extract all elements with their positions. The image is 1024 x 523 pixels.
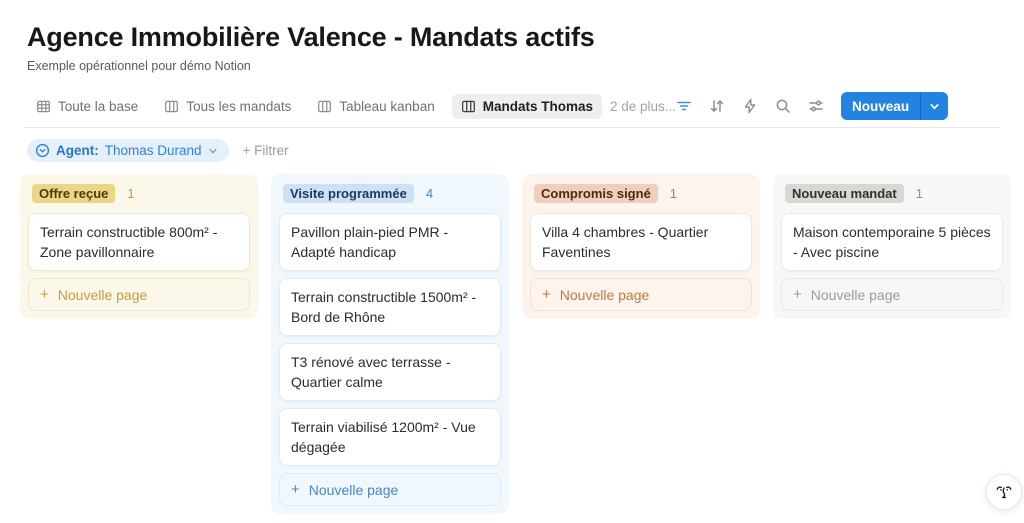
tune-icon[interactable]	[808, 98, 824, 114]
new-page-label: Nouvelle page	[308, 481, 399, 498]
kanban-board-icon	[317, 99, 332, 114]
kanban-card-title: Terrain constructible 800m² - Zone pavillonnaire	[40, 224, 218, 260]
kanban-card[interactable]	[279, 278, 501, 336]
filter-bar	[0, 139, 1024, 162]
new-page-label: Nouvelle page	[559, 286, 650, 303]
column-cards	[781, 213, 1003, 271]
search-icon[interactable]	[775, 98, 791, 114]
lightning-icon[interactable]	[742, 98, 758, 114]
kanban-card-title: Maison contemporaine 5 pièces - Avec piscine	[793, 224, 991, 260]
notion-ai-face-icon	[994, 482, 1014, 502]
kanban-card[interactable]	[279, 408, 501, 466]
new-page-button[interactable]	[781, 278, 1003, 311]
kanban-column	[20, 174, 258, 319]
kanban-column-header	[28, 182, 250, 205]
new-button[interactable]	[841, 92, 948, 120]
kanban-card-title: T3 rénové avec terrasse - Quartier calme	[291, 354, 451, 390]
plus-icon: +	[542, 286, 551, 303]
notion-ai-button[interactable]	[986, 474, 1022, 510]
column-card-count: 1	[127, 186, 135, 201]
view-toolbar	[676, 92, 948, 120]
table-icon	[36, 99, 51, 114]
kanban-board-icon	[164, 99, 179, 114]
view-tabs-row	[0, 91, 1024, 121]
kanban-column	[773, 174, 1011, 319]
page-subtitle: Exemple opérationnel pour démo Notion	[27, 59, 251, 73]
kanban-card-title: Pavillon plain-pied PMR - Adapté handicap	[291, 224, 449, 260]
kanban-column	[522, 174, 760, 319]
filter-chip-value: Thomas Durand	[104, 143, 202, 158]
kanban-card-title: Terrain constructible 1500m² - Bord de Rhône	[291, 289, 477, 325]
new-page-button[interactable]	[279, 473, 501, 506]
page-header	[0, 20, 1024, 74]
new-button-label[interactable]: Nouveau	[852, 98, 910, 114]
kanban-card[interactable]	[530, 213, 752, 271]
kanban-card-title: Terrain viabilisé 1200m² - Vue dégagée	[291, 419, 476, 455]
column-cards	[279, 213, 501, 466]
filter-icon[interactable]	[676, 98, 692, 114]
new-page-button[interactable]	[530, 278, 752, 311]
view-tabs	[27, 94, 602, 119]
tab-mandats-thomas[interactable]	[452, 94, 602, 119]
column-cards	[28, 213, 250, 271]
chip-chevron-down-icon	[208, 146, 218, 156]
kanban-card[interactable]	[781, 213, 1003, 271]
new-button-chevron-down-icon[interactable]	[920, 92, 948, 120]
column-card-count: 4	[425, 186, 434, 201]
tab-tableau-kanban[interactable]	[308, 94, 443, 119]
tab-tous-les-mandats[interactable]	[155, 94, 300, 119]
filter-chip-label: Agent:	[56, 143, 99, 158]
agent-filter-chip[interactable]	[27, 139, 229, 162]
kanban-column-header	[530, 182, 752, 205]
column-status-badge[interactable]: Compromis signé	[534, 184, 658, 203]
kanban-board	[0, 174, 1024, 514]
kanban-card[interactable]	[279, 213, 501, 271]
kanban-card-title: Villa 4 chambres - Quartier Faventines	[542, 224, 709, 260]
kanban-board-icon	[461, 99, 476, 114]
kanban-column	[271, 174, 509, 514]
column-card-count: 1	[915, 186, 923, 201]
add-filter-button[interactable]: + Filtrer	[242, 143, 289, 158]
column-card-count: 1	[669, 186, 678, 201]
new-page-label: Nouvelle page	[57, 286, 148, 303]
column-cards	[530, 213, 752, 271]
plus-icon: +	[40, 286, 49, 303]
page-title: Agence Immobilière Valence - Mandats actifs	[27, 22, 595, 52]
new-page-label: Nouvelle page	[810, 286, 901, 303]
view-tab-label: Toute la base	[58, 98, 139, 114]
kanban-column-header	[279, 182, 501, 205]
kanban-card[interactable]	[279, 343, 501, 401]
view-tab-label: Tableau kanban	[339, 98, 435, 114]
view-tab-label: Tous les mandats	[186, 98, 292, 114]
tab-toute-la-base[interactable]	[27, 94, 147, 119]
grouped-circle-chevron-icon	[35, 143, 50, 158]
column-status-badge[interactable]: Nouveau mandat	[785, 184, 904, 203]
tabs-more[interactable]: 2 de plus...	[610, 98, 677, 114]
tabs-divider	[24, 127, 1000, 128]
new-page-button[interactable]	[28, 278, 250, 311]
column-status-badge[interactable]: Visite programmée	[283, 184, 414, 203]
sort-icon[interactable]	[709, 98, 725, 114]
column-status-badge[interactable]: Offre reçue	[32, 184, 115, 203]
kanban-card[interactable]	[28, 213, 250, 271]
kanban-column-header	[781, 182, 1003, 205]
view-tab-label: Mandats Thomas	[482, 98, 593, 114]
plus-icon: +	[291, 481, 300, 498]
plus-icon: +	[793, 286, 802, 303]
